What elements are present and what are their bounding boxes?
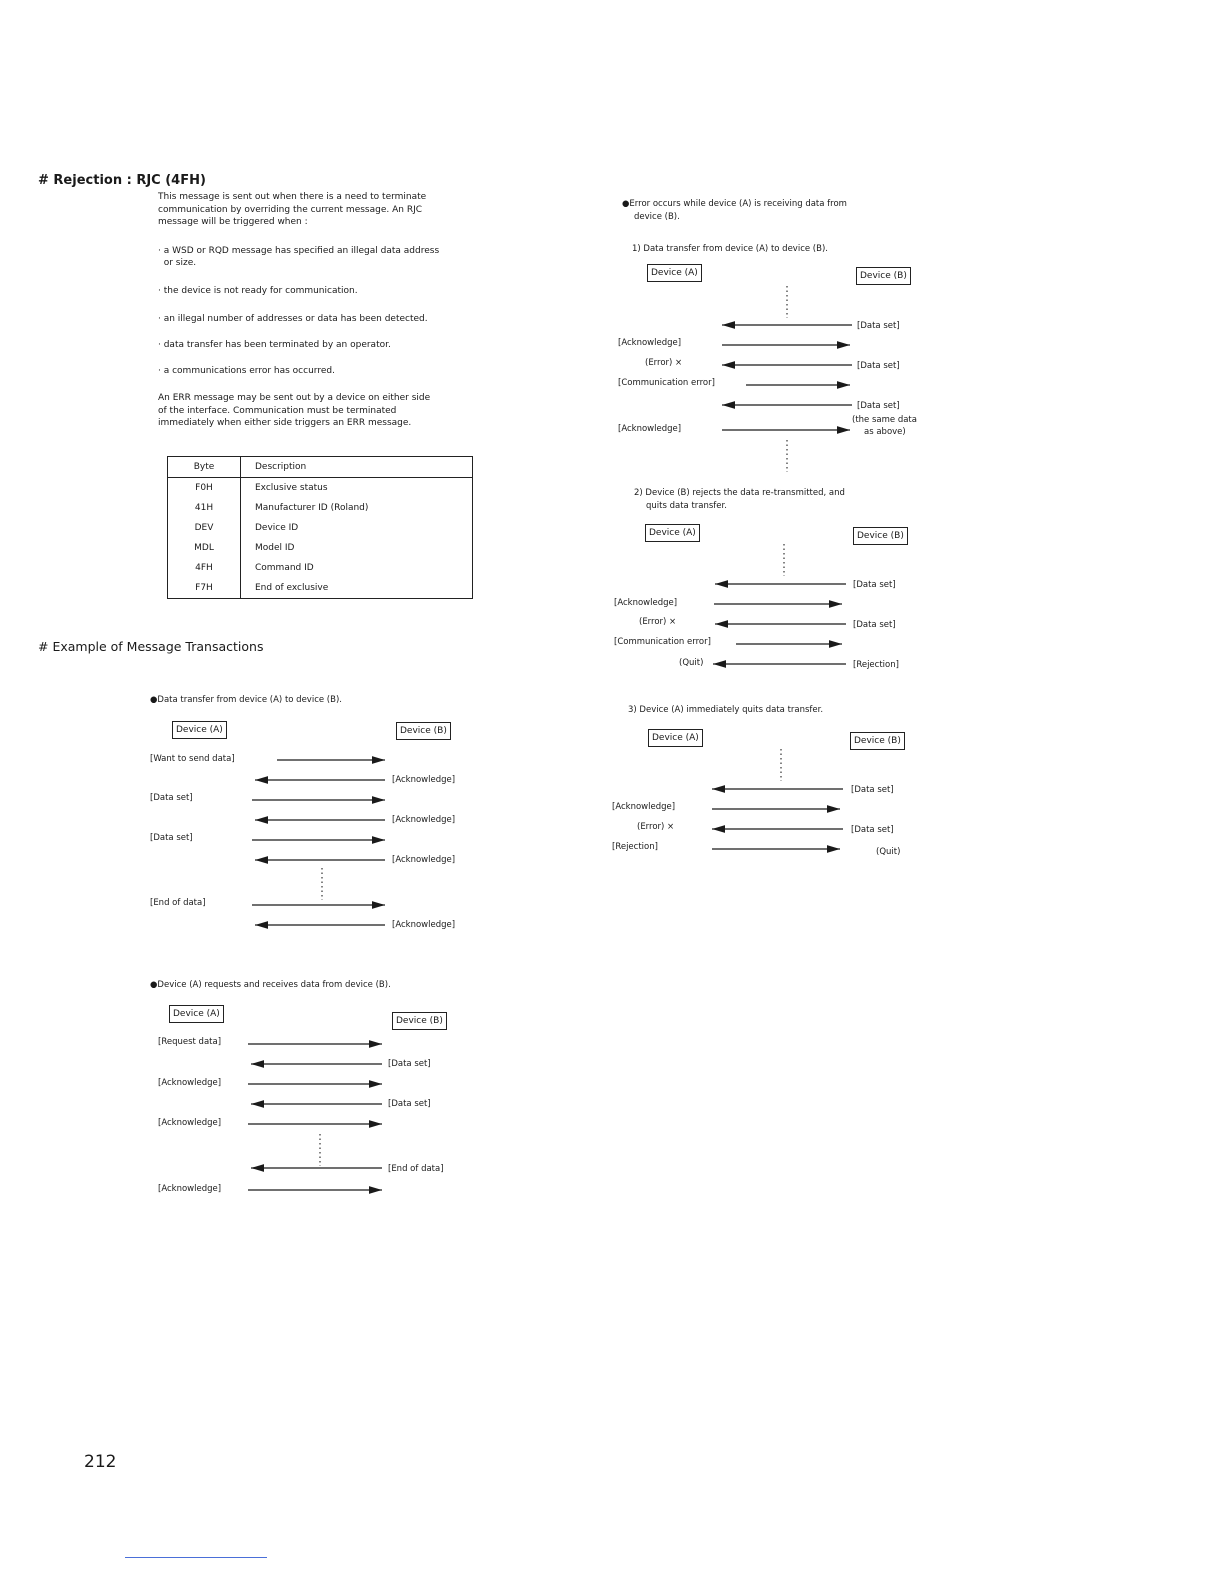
s2-right-label: [Data set] (853, 620, 896, 630)
ex2-left-label: [Acknowledge] (158, 1078, 222, 1088)
ex1-right-label: [Acknowledge] (392, 855, 456, 865)
device-b-box: Device (B) (396, 722, 451, 740)
description-cell: End of exclusive (255, 583, 329, 593)
ex2-right-label: [Data set] (388, 1099, 431, 1109)
s3-left-label: (Error) × (637, 822, 675, 832)
ex2-left-label: [Acknowledge] (158, 1184, 222, 1194)
description-cell: Model ID (255, 543, 295, 553)
description-cell: Command ID (255, 563, 314, 573)
scenario1-title: 1) Data transfer from device (A) to device (B). (632, 244, 828, 254)
ex1-left-label: [Want to send data] (150, 754, 235, 764)
s2-right-label: [Data set] (853, 580, 896, 590)
closing-line: of the interface. Communication must be terminated (158, 405, 397, 416)
scenario2-title-line: quits data transfer. (646, 501, 727, 511)
s1-left-label: [Communication error] (618, 378, 715, 388)
device-b-box: Device (B) (392, 1012, 447, 1030)
ex2-right-label: [Data set] (388, 1059, 431, 1069)
scenario3-title: 3) Device (A) immediately quits data transfer. (628, 705, 824, 715)
table-header-byte: Byte (168, 457, 241, 478)
bullet-item: · a communications error has occurred. (158, 366, 335, 376)
s1-right-label: [Data set] (857, 361, 900, 371)
closing-line: An ERR message may be sent out by a device on either side (158, 393, 431, 403)
device-a-box: Device (A) (647, 264, 702, 282)
page-number: 212 (84, 1452, 117, 1472)
bullet-item: · an illegal number of addresses or data has been detected. (158, 314, 428, 324)
byte-cell: DEV (168, 518, 241, 538)
byte-cell: 41H (168, 498, 241, 518)
ex1-right-label: [Acknowledge] (392, 775, 456, 785)
description-cell: Device ID (255, 523, 299, 533)
ex2-right-label: [End of data] (388, 1164, 444, 1174)
device-a-box: Device (A) (169, 1005, 224, 1023)
s2-left-label: (Quit) (679, 658, 704, 668)
device-a-box: Device (A) (172, 721, 227, 739)
errors-title-line: ●Error occurs while device (A) is receiving data from (622, 199, 847, 209)
ex1-left-label: [Data set] (150, 833, 193, 843)
example1-title: ●Data transfer from device (A) to device (B). (150, 695, 342, 705)
s2-left-label: (Error) × (639, 617, 677, 627)
s1-left-label: (Error) × (645, 358, 683, 368)
bullet-item: or size. (158, 258, 197, 268)
device-a-box: Device (A) (648, 729, 703, 747)
ex1-left-label: [End of data] (150, 898, 206, 908)
scenario2-title-line: 2) Device (B) rejects the data re-transmitted, and (634, 488, 845, 498)
s1-right-note: (the same data (852, 415, 917, 425)
s3-right-label: [Data set] (851, 825, 894, 835)
ex1-right-label: [Acknowledge] (392, 815, 456, 825)
table-header-description: Description (255, 462, 307, 472)
s1-right-label: [Data set] (857, 401, 900, 411)
intro-line: communication by overriding the current message. An RJC (158, 204, 423, 215)
byte-cell: F7H (168, 578, 241, 599)
s1-right-label: [Data set] (857, 321, 900, 331)
closing-line: immediately when either side triggers an ERR message. (158, 418, 412, 428)
bullet-item: · data transfer has been terminated by an operator. (158, 340, 391, 350)
device-a-box: Device (A) (645, 524, 700, 542)
description-cell: Exclusive status (255, 483, 328, 493)
s3-right-label: (Quit) (876, 847, 901, 857)
s1-left-label: [Acknowledge] (618, 424, 682, 434)
ex2-left-label: [Acknowledge] (158, 1118, 222, 1128)
s2-left-label: [Communication error] (614, 637, 711, 647)
byte-cell: 4FH (168, 558, 241, 578)
example2-title: ●Device (A) requests and receives data from device (B). (150, 980, 391, 990)
s2-right-label: [Rejection] (853, 660, 899, 670)
s3-right-label: [Data set] (851, 785, 894, 795)
s1-right-note: as above) (864, 427, 906, 437)
s3-left-label: [Rejection] (612, 842, 658, 852)
bullet-item: · the device is not ready for communication. (158, 286, 358, 296)
errors-title-line: device (B). (634, 212, 680, 222)
device-b-box: Device (B) (856, 267, 911, 285)
byte-cell: MDL (168, 538, 241, 558)
ex2-left-label: [Request data] (158, 1037, 222, 1047)
examples-heading: # Example of Message Transactions (38, 639, 264, 654)
byte-cell: F0H (168, 478, 241, 499)
s1-left-label: [Acknowledge] (618, 338, 682, 348)
s2-left-label: [Acknowledge] (614, 598, 678, 608)
description-cell: Manufacturer ID (Roland) (255, 503, 369, 513)
device-b-box: Device (B) (853, 527, 908, 545)
intro-line: This message is sent out when there is a need to terminate (158, 192, 427, 202)
rejection-heading: # Rejection : RJC (4FH) (38, 173, 206, 188)
device-b-box: Device (B) (850, 732, 905, 750)
ex1-right-label: [Acknowledge] (392, 920, 456, 930)
bullet-item: · a WSD or RQD message has specified an illegal data address (158, 246, 440, 256)
intro-line: message will be triggered when : (158, 217, 308, 227)
footer-rule (125, 1557, 267, 1558)
s3-left-label: [Acknowledge] (612, 802, 676, 812)
ex1-left-label: [Data set] (150, 793, 193, 803)
